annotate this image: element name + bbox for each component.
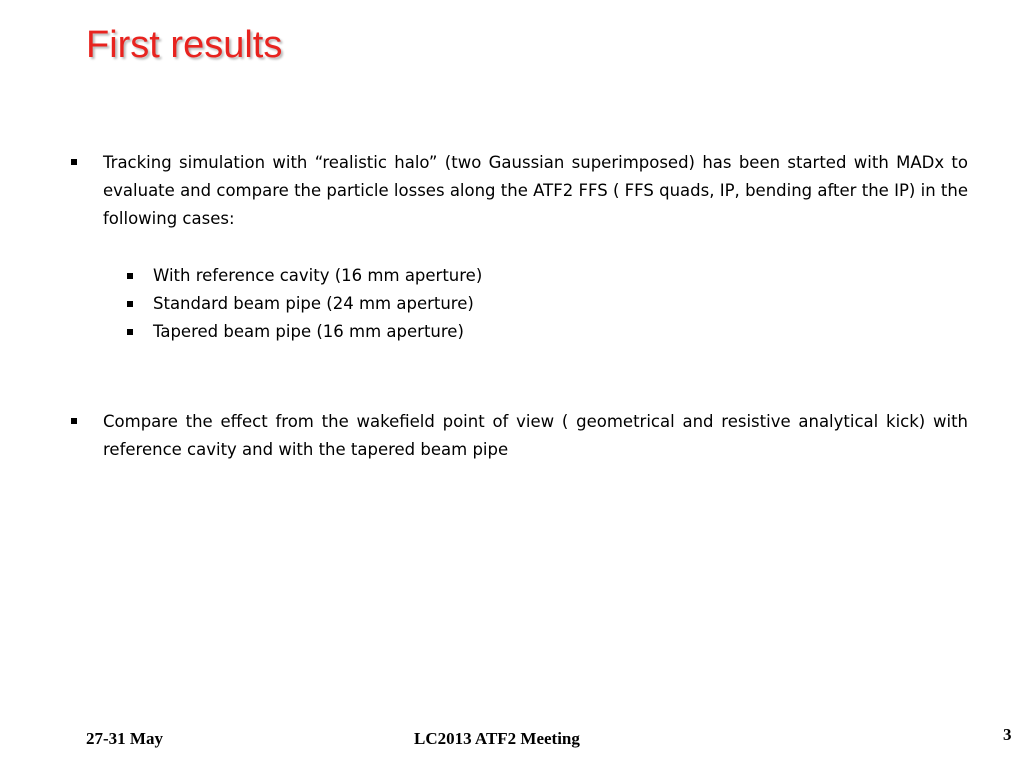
square-bullet-icon (127, 273, 133, 279)
bullet-text: Tracking simulation with “realistic halo” (two Gaussian superimposed) has been started with MADx to evaluate and compare the particle losses along the ATF2 FFS ( FFS quads, IP, bending after the IP) in the following cases: (103, 153, 968, 228)
slide-content (70, 149, 968, 464)
footer-event: LC2013 ATF2 Meeting (414, 729, 580, 748)
sub-bullet-text: Tapered beam pipe (16 mm aperture) (153, 322, 464, 341)
sub-bullet-text: With reference cavity (16 mm aperture) (153, 266, 483, 285)
bullet-item (70, 149, 968, 233)
sub-bullet-list (122, 262, 968, 346)
bullet-text: Compare the effect from the wakefield point of view ( geometrical and resistive analytical kick) with reference cavity and with the tapered beam pipe (103, 412, 968, 459)
square-bullet-icon (71, 418, 77, 424)
slide-title: First results (86, 24, 283, 66)
square-bullet-icon (127, 329, 133, 335)
sub-bullet-item (122, 290, 968, 318)
sub-bullet-item (122, 318, 968, 346)
footer-date: 27-31 May (86, 729, 163, 748)
square-bullet-icon (127, 301, 133, 307)
square-bullet-icon (71, 159, 77, 165)
slide-number: 3 (1003, 725, 1012, 744)
sub-bullet-text: Standard beam pipe (24 mm aperture) (153, 294, 474, 313)
sub-bullet-item (122, 262, 968, 290)
bullet-item (70, 408, 968, 464)
